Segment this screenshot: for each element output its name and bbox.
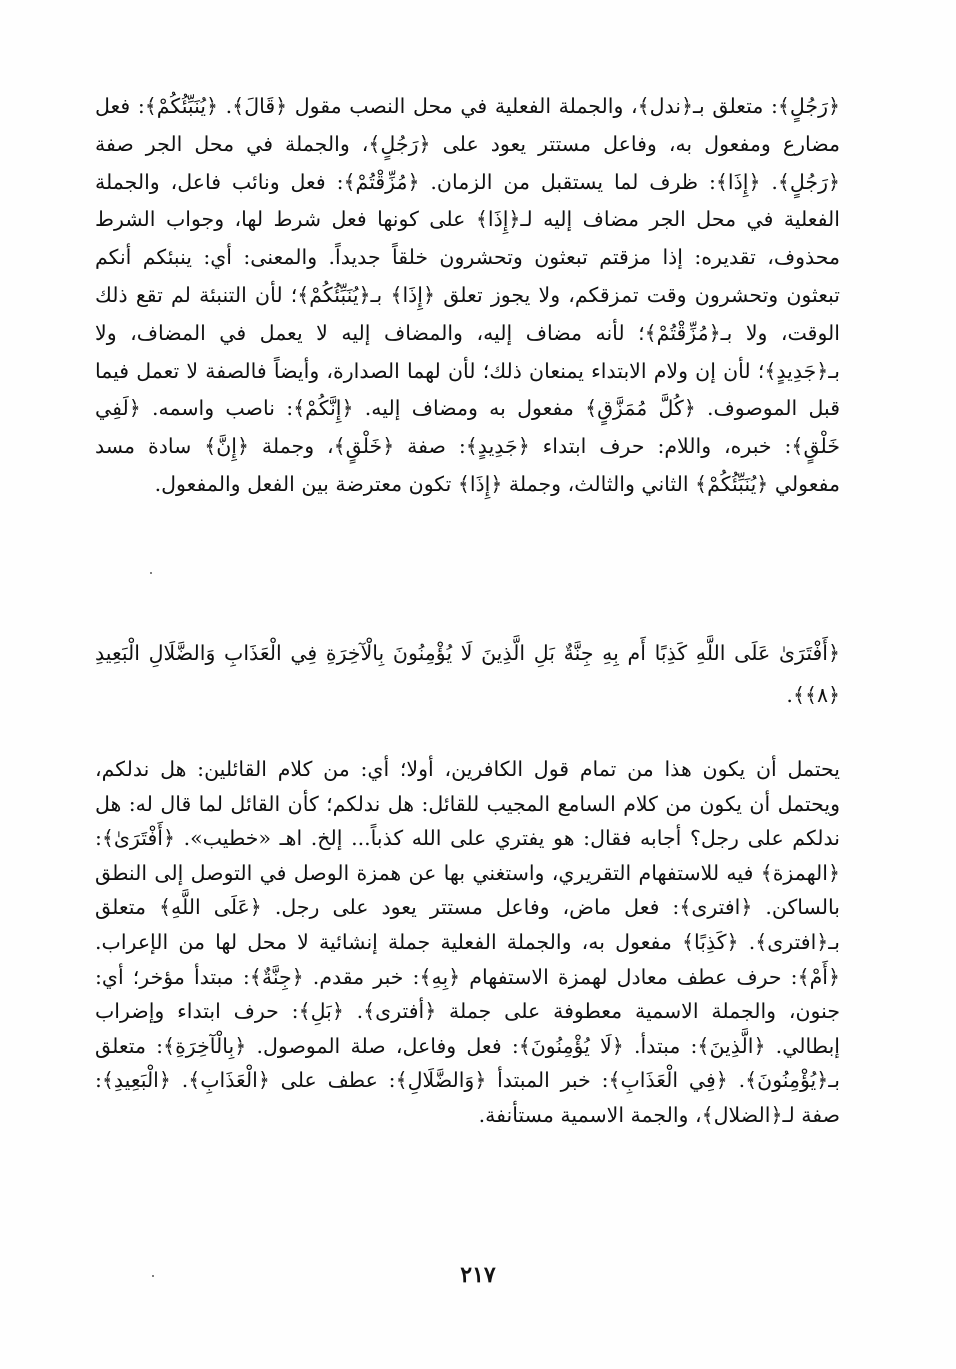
scan-speck (150, 572, 152, 574)
page-number: ٢١٧ (460, 1262, 496, 1288)
paragraph-grammar-analysis-1: ﴿رَجُلٍ﴾: متعلق بـ﴿ندل﴾، والجملة الفعلية في محل النصب مقول ﴿قَالَ﴾. ﴿يُنَبِّئُكُمْ﴾: فعل مضارع ومفعول به، وفاعل مستتر يعود على ﴿رَجُلٍ﴾، والجملة في محل الجر صفة ﴿رَجُلٍ﴾. ﴿إِذَا﴾: ظرف لما يستقبل من الزمان. ﴿مُزِّقْتُمْ﴾: فعل ونائب فاعل، والجملة الفعلية في محل الجر مضاف إليه لـ﴿إِذَا﴾ على كونها فعل شرط لها، وجواب الشرط محذوف، تقديره: إذا مزقتم تبعثون وتحشرون خلقاً جديداً. والمعنى: أي: ينبئكم أنكم تبعثون وتحشرون وقت تمزقكم، ولا يجوز تعلق ﴿إِذَا﴾ بـ﴿يُنَبِّئُكُمْ﴾؛ لأن التنبئة لم تقع ذلك الوقت، ولا بـ﴿مُزِّقْتُمْ﴾؛ لأنه مضاف إليه، والمضاف إليه لا يعمل في المضاف، ولا بـ﴿جَدِيدٍ﴾؛ لأن إن ولام الابتداء يمنعان ذلك؛ لأن لهما الصدارة، وأيضاً فالصفة لا تعمل فيما قبل الموصوف. ﴿كُلَّ مُمَزَّقٍ﴾ مفعول به ومضاف إليه. ﴿إِنَّكُمْ﴾: ناصب واسمه. ﴿لَفِي خَلْقٍ﴾: خبره، واللام: حرف ابتداء ﴿جَدِيدٍ﴾: صفة ﴿خَلْقٍ﴾، وجملة ﴿إِنَّ﴾ سادة مسد مفعولي ﴿يُنَبِّئُكُمْ﴾ الثاني والثالث، وجملة ﴿إِذَا﴾ تكون معترضة بين الفعل والمفعول. (95, 94, 840, 496)
paragraph-grammar-analysis-2: يحتمل أن يكون هذا من تمام قول الكافرين، أولا؛ أي: من كلام القائلين: هل ندلكم، ويحتمل أن يكون من كلام السامع المجيب للقائل: هل ندلكم؛ كأن القائل لما قال له: هل ندلكم على رجل؟ أجابه فقال: هو يفتري على الله كذباً... إلخ. اهـ «خطيب». ﴿أَفْتَرَىٰ﴾: ﴿الهمزة﴾ فيه للاستفهام التقريري، واستغني بها عن همزة الوصل في التوصل إلى النطق بالساكن. ﴿افترى﴾: فعل ماض، وفاعل مستتر يعود على رجل. ﴿عَلَى اللَّهِ﴾ متعلق بـ﴿افترى﴾. ﴿كَذِبًا﴾ مفعول به، والجملة الفعلية جملة إنشائية لا محل لها من الإعراب. ﴿أَمْ﴾: حرف عطف معادل لهمزة الاستفهام ﴿بِهِ﴾: خبر مقدم. ﴿جِنَّةٌ﴾: مبتدأ مؤخر؛ أي: جنون، والجملة الاسمية معطوفة على جملة ﴿أفترى﴾. ﴿بَلِ﴾: حرف ابتداء وإضراب إبطالي. ﴿الَّذِينَ﴾: مبتدأ. ﴿لَا يُؤْمِنُونَ﴾: فعل وفاعل، صلة الموصول. ﴿بِالْآخِرَةِ﴾: متعلق بـ﴿يُؤْمِنُونَ﴾. ﴿فِي الْعَذَابِ﴾: خبر المبتدأ ﴿وَالضَّلَالِ﴾: عطف على ﴿الْعَذَابِ﴾. ﴿الْبَعِيدِ﴾: صفة لـ﴿الضلال﴾، والجمة الاسمية مستأنفة. (95, 757, 840, 1127)
quran-verse: ﴿أَفْتَرَىٰ عَلَى اللَّهِ كَذِبًا أَم بِهِ جِنَّةٌ بَلِ الَّذِينَ لَا يُؤْمِنُونَ بِالْآخِرَةِ فِي الْعَذَابِ وَالضَّلَالِ الْبَعِيدِ ﴿٨﴾﴾. (95, 641, 840, 707)
scan-speck (152, 1275, 154, 1277)
